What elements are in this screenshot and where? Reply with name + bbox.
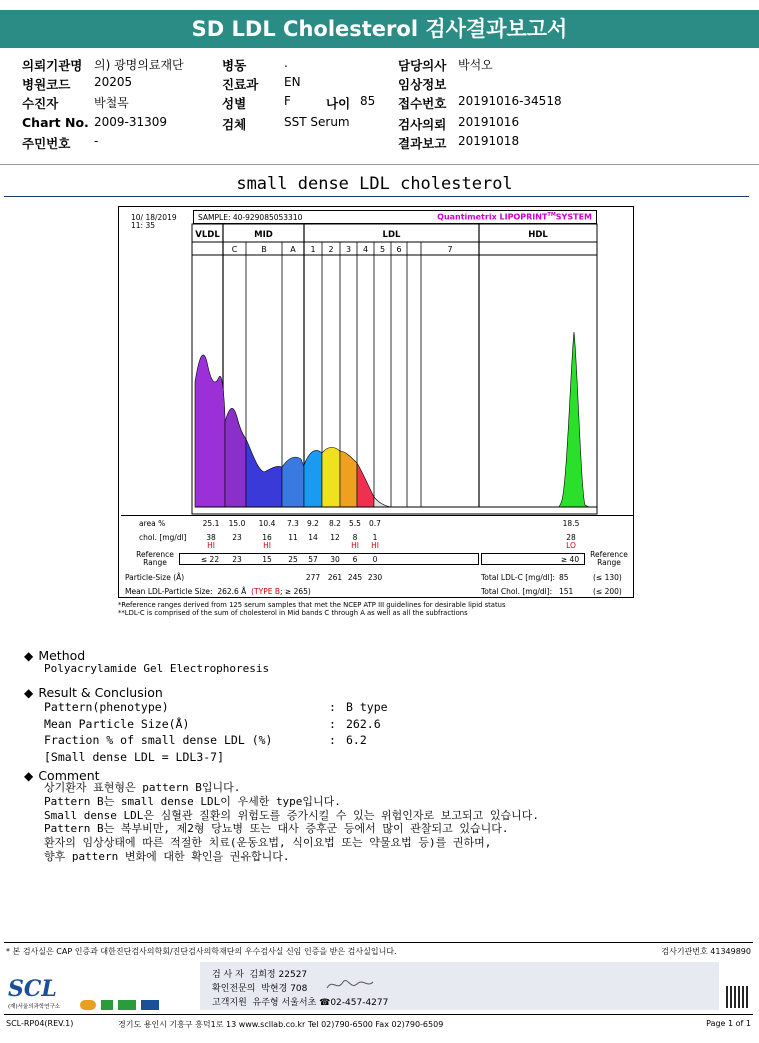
ref-value: 0 xyxy=(372,555,378,564)
chol-value: 28 xyxy=(566,533,576,542)
field-label: 진료과 xyxy=(222,77,259,92)
field-label: 검사의뢰 xyxy=(398,117,447,132)
band-label: A xyxy=(290,245,296,254)
section-rule xyxy=(4,196,749,197)
flag-hi: HI xyxy=(207,541,215,550)
field-value: SST Serum xyxy=(284,115,350,129)
type-condition: ; ≥ 265) xyxy=(280,587,311,596)
print-time: 11: 35 xyxy=(131,221,155,230)
staff-name: 김희정 xyxy=(249,970,276,980)
result-title: Result & Conclusion xyxy=(38,685,163,700)
type-value: (TYPE B xyxy=(251,587,280,596)
comment-title: Comment xyxy=(38,768,100,783)
result-sep: : xyxy=(329,733,336,747)
staff-role: 검 사 자 xyxy=(212,970,244,980)
result-value: 262.6 xyxy=(346,716,381,731)
diamond-bullet-icon: ◆ xyxy=(24,769,34,783)
field-label: 임상정보 xyxy=(398,77,447,92)
section-title: small dense LDL cholesterol xyxy=(236,174,513,194)
result-value: B type xyxy=(346,700,388,714)
scl-logo xyxy=(8,976,60,1010)
field-label: 성별 xyxy=(222,96,247,111)
particle-value: 261 xyxy=(327,573,343,582)
chol-value: 14 xyxy=(308,533,318,542)
field-value: 20191016-34518 xyxy=(458,94,562,108)
chol-value: 11 xyxy=(288,533,298,542)
area-value: 5.5 xyxy=(349,519,361,528)
chol-value: 12 xyxy=(330,533,340,542)
sample-id: SAMPLE: 40-929085053310 xyxy=(198,213,303,222)
ref-label-right xyxy=(589,551,629,567)
particle-value: 277 xyxy=(305,573,321,582)
mean-size-row xyxy=(125,587,311,596)
peak-mid-b xyxy=(246,439,282,507)
result-label: Fraction % of small dense LDL (%) xyxy=(44,733,273,747)
field-value: 20191016 xyxy=(458,115,520,129)
comment-line: Pattern B는 복부비만, 제2형 당뇨병 또는 대사 증후군 등에서 많이 관찰되고 있습니다. xyxy=(44,822,509,836)
scl-logo-text: SCL xyxy=(8,976,57,1002)
method-title: Method xyxy=(38,648,86,663)
result-row xyxy=(44,732,444,749)
field-label: 결과보고 xyxy=(398,136,447,151)
foundation-icon xyxy=(141,1000,159,1010)
area-value: 15.0 xyxy=(228,519,246,528)
staff-row xyxy=(212,967,307,980)
ref-value: 23 xyxy=(232,555,242,564)
ref-label-line: Reference xyxy=(136,550,174,559)
ref-label-line: Reference xyxy=(590,550,628,559)
accreditation-logos xyxy=(80,995,159,1014)
field-value: 20191018 xyxy=(458,134,520,148)
footer-rule xyxy=(4,942,753,943)
area-value: 9.2 xyxy=(307,519,319,528)
field-value: 20205 xyxy=(94,75,133,89)
ref-value: 25 xyxy=(288,555,298,564)
comment-line: 상기환자 표현형은 pattern B입니다. xyxy=(44,781,241,794)
field-label: 의뢰기관명 xyxy=(22,58,83,73)
result-row xyxy=(44,716,444,733)
total-ldl-ref: (≤ 130) xyxy=(593,573,622,582)
field-value: EN xyxy=(284,75,301,89)
staff-name: 유주형 xyxy=(252,998,279,1008)
peak-ldl2 xyxy=(322,447,340,507)
cap-logo-icon xyxy=(80,1000,96,1010)
area-value: 10.4 xyxy=(258,519,276,528)
result-value: 6.2 xyxy=(346,733,367,747)
ref-value: ≤ 22 xyxy=(200,555,220,564)
chol-value: 8 xyxy=(352,533,358,542)
field-value: - xyxy=(94,134,99,148)
report-title: SD LDL Cholesterol 검사결과보고서 xyxy=(0,10,759,48)
comment-line: 향후 pattern 변화에 대한 확인을 권유합니다. xyxy=(44,849,290,863)
form-number: SCL-RP04(REV.1) xyxy=(6,1019,74,1028)
flag-lo: LO xyxy=(566,541,576,550)
field-value: . xyxy=(284,56,288,70)
total-ldl-value: 85 xyxy=(559,573,569,582)
ref-value: 57 xyxy=(308,555,318,564)
particle-value: 230 xyxy=(367,573,383,582)
lab-number: 검사기관번호 41349890 xyxy=(661,947,751,956)
comment-body xyxy=(44,781,539,864)
area-value: 18.5 xyxy=(562,519,580,528)
total-chol-value: 151 xyxy=(559,587,574,596)
peak-mid-c xyxy=(225,408,246,507)
association-icon xyxy=(118,1000,136,1010)
field-label: 병동 xyxy=(222,58,247,73)
divider xyxy=(0,164,759,165)
field-value: 박석오 xyxy=(458,58,493,72)
staff-row xyxy=(212,981,307,994)
ref-value: 15 xyxy=(262,555,272,564)
chol-value: 38 xyxy=(206,533,216,542)
ref-label xyxy=(133,551,177,567)
staff-id: 22527 xyxy=(278,970,308,980)
staff-id: 서울서초 ☎02-457-4277 xyxy=(281,998,389,1008)
field-value: 2009-31309 xyxy=(94,115,168,129)
mean-size-label: Mean LDL-Particle Size: xyxy=(125,587,213,596)
group-hdl: HDL xyxy=(528,230,548,240)
brand-suffix: SYSTEM xyxy=(555,212,592,222)
band-label: 2 xyxy=(328,245,334,254)
footnote-2: **LDL-C is comprised of the sum of cholesterol in Mid bands C through A as well as all the subfractions xyxy=(118,609,468,617)
ref-value: ≥ 40 xyxy=(560,555,580,564)
staff-id: 708 xyxy=(290,984,308,994)
particle-label: Particle-Size (Å) xyxy=(125,573,185,582)
total-chol-ref: (≤ 200) xyxy=(593,587,622,596)
chol-value: 16 xyxy=(262,533,272,542)
chol-value: 1 xyxy=(372,533,378,542)
chol-value: 23 xyxy=(232,533,242,542)
brand-tm: TM xyxy=(547,212,556,218)
lipoprint-panel xyxy=(118,206,634,598)
area-value: 25.1 xyxy=(202,519,220,528)
group-mid: MID xyxy=(254,230,273,240)
field-label: 병원코드 xyxy=(22,77,71,92)
address: 경기도 용인시 기흥구 흥덕1로 13 www.scllab.co.kr Tel 02)790-6500 Fax 02)790-6509 xyxy=(118,1020,444,1029)
comment-line: Small dense LDL은 심혈관 질환의 위험도를 증가시킬 수 있는 위험인자로 보고되고 있습니다. xyxy=(44,808,539,822)
band-label: 4 xyxy=(362,245,369,254)
flag-hi: HI xyxy=(351,541,359,550)
footnote-1: *Reference ranges derived from 125 serum samples that met the NCEP ATP III guidelines for desirable lipid status xyxy=(118,601,506,609)
print-date: 10/ 18/2019 xyxy=(131,213,177,222)
area-value: 7.3 xyxy=(287,519,299,528)
flag-hi: HI xyxy=(263,541,271,550)
peak-ldl1 xyxy=(304,450,322,507)
ref-label-line: Range xyxy=(597,558,621,567)
band-label: B xyxy=(261,245,267,254)
field-value: F xyxy=(284,94,291,108)
ref-label-line: Range xyxy=(143,558,167,567)
particle-value: 245 xyxy=(347,573,363,582)
group-vldl: VLDL xyxy=(195,230,220,240)
chol-label: chol. [mg/dl] xyxy=(139,533,187,542)
comment-line: Pattern B는 small dense LDL이 우세한 type입니다. xyxy=(44,794,341,808)
results-table xyxy=(119,515,635,575)
band-label: 7 xyxy=(447,245,453,254)
ref-value: 30 xyxy=(330,555,340,564)
age-value: 85 xyxy=(360,94,376,108)
total-chol-label: Total Chol. [mg/dl]: xyxy=(481,587,553,596)
result-sep: : xyxy=(329,716,336,731)
band-label: C xyxy=(231,245,238,254)
group-ldl: LDL xyxy=(382,230,401,240)
result-rows xyxy=(44,699,444,765)
peak-ldl3 xyxy=(340,451,357,507)
result-label: Pattern(phenotype) xyxy=(44,700,169,714)
peak-ldl4 xyxy=(357,463,374,507)
method-text: Polyacrylamide Gel Electrophoresis xyxy=(44,662,270,675)
band-label: 5 xyxy=(379,245,386,254)
patient-info xyxy=(0,52,759,162)
field-value: 박철목 xyxy=(94,96,129,110)
brand-name: Quantimetrix LIPOPRINT xyxy=(437,212,548,222)
field-label: 담당의사 xyxy=(398,58,447,73)
flag-hi: HI xyxy=(371,541,379,550)
staff-row xyxy=(212,995,388,1008)
field-label: 수진자 xyxy=(22,96,59,111)
peak-hdl xyxy=(559,332,589,507)
bottom-rule xyxy=(4,1014,753,1015)
field-label: 주민번호 xyxy=(22,136,71,151)
diamond-bullet-icon: ◆ xyxy=(24,649,34,663)
band-label: 1 xyxy=(310,245,316,254)
diamond-bullet-icon: ◆ xyxy=(24,686,34,700)
peak-vldl xyxy=(195,355,225,507)
mean-size-value: 262.6 Å xyxy=(217,587,247,596)
staff-name: 박현경 xyxy=(261,984,288,994)
page-number: Page 1 of 1 xyxy=(706,1019,751,1028)
peak-mid-a xyxy=(282,457,304,507)
certification-icon xyxy=(101,1000,113,1010)
result-note: [Small dense LDL = LDL3-7] xyxy=(44,749,225,764)
area-value: 8.2 xyxy=(329,519,341,528)
result-label: Mean Particle Size(Å) xyxy=(44,716,190,731)
scl-logo-sub: (재)서울의과학연구소 xyxy=(8,1004,61,1010)
field-value: 의) 광명의료재단 xyxy=(94,58,184,72)
qr-code-icon xyxy=(726,986,748,1008)
result-row xyxy=(44,699,444,716)
peak-ldl5 xyxy=(374,497,391,507)
comment-line: 환자의 임상상태에 따른 적절한 치료(운동요법, 식이요법 또는 약물요법 등)를 권하며, xyxy=(44,836,492,850)
result-sep: : xyxy=(329,700,336,714)
peaks xyxy=(195,332,597,507)
field-label: 접수번호 xyxy=(398,96,447,111)
area-label: area % xyxy=(139,519,166,528)
age-label: 나이 xyxy=(326,96,351,111)
staff-role: 확인전문의 xyxy=(212,984,256,994)
band-label: 3 xyxy=(345,245,352,254)
signature-icon xyxy=(325,976,375,994)
area-value: 0.7 xyxy=(369,519,381,528)
staff-box xyxy=(200,962,719,1010)
band-label: 6 xyxy=(396,245,402,254)
total-ldl-label: Total LDL-C [mg/dl]: xyxy=(481,573,556,582)
field-label: Chart No. xyxy=(22,115,89,130)
ref-value: 6 xyxy=(352,555,358,564)
staff-role: 고객지원 xyxy=(212,998,247,1008)
cert-text: * 본 검사실은 CAP 인증과 대한진단검사의학회/진단검사의학재단의 우수검사실 신임 인증을 받은 검사실입니다. xyxy=(6,947,397,956)
field-label: 검체 xyxy=(222,117,247,132)
